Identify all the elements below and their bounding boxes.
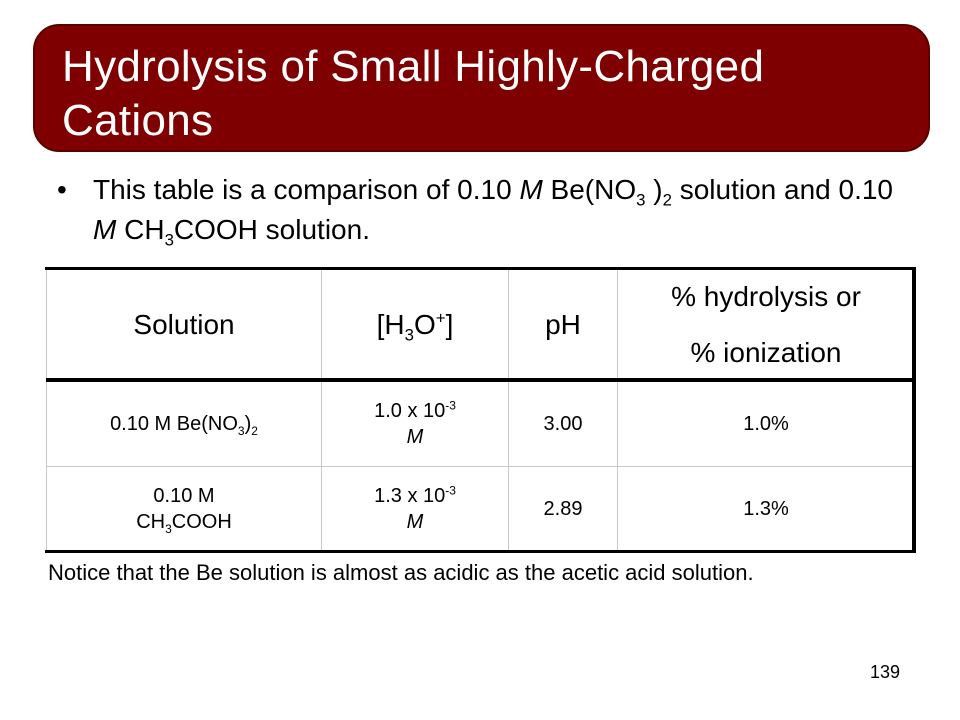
slide-title-banner <box>33 24 930 152</box>
cell-ph: 2.89 <box>509 467 618 552</box>
table-outer-border <box>45 267 916 553</box>
cell-h3o: 1.3 x $10^{-3}$ M <box>322 467 509 552</box>
header-solution: Solution <box>47 269 322 382</box>
header-ph: pH <box>509 269 618 382</box>
bullet-text: This table is a comparison of 0.10 M $Be(NO_3$ )$_2$ solution and 0.10 M $CH_3COOH$ solution. <box>93 174 893 250</box>
cell-percent: 1.3% <box>618 467 915 552</box>
note-text: Notice that the Be solution is almost as acidic as the acetic acid solution. <box>48 560 754 585</box>
header-h3o-concentration: $[H_3O^+]$ <box>322 269 509 382</box>
page-number: 139 <box>870 662 901 682</box>
cell-solution: 0.10 M $Be(NO_3)_2$ <box>47 382 322 467</box>
cell-h3o: 1.0 x $10^{-3}$ M <box>322 382 509 467</box>
cell-solution: 0.10 M $CH_3COOH$ <box>47 467 322 552</box>
header-divider <box>46 378 915 382</box>
title-line-1: Hydrolysis of Small Highly-Charged <box>62 42 765 91</box>
cell-percent: 1.0% <box>618 382 915 467</box>
header-percent-hydrolysis: % hydrolysis or % ionization <box>618 269 915 382</box>
cell-ph: 3.00 <box>509 382 618 467</box>
title-line-2: Cations <box>62 96 214 145</box>
bullet-marker: • <box>57 174 67 205</box>
slide-title <box>62 40 922 148</box>
